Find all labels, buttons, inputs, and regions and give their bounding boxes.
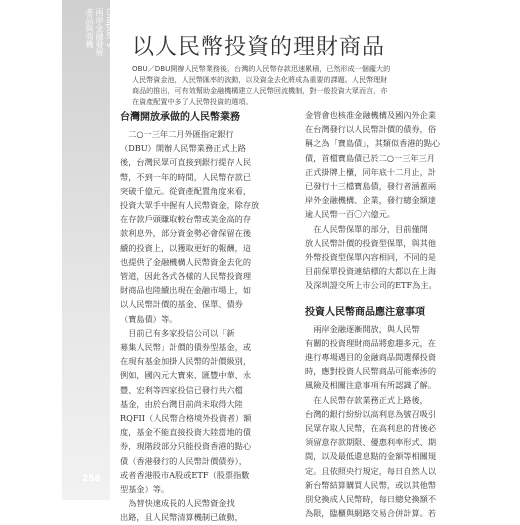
body-text-line: 債（香港發行的人民幣計價債券），: [120, 455, 247, 466]
body-text-line: 放人民幣計價的投資型保單，與其他: [305, 237, 437, 248]
intro-line: 商品的推出，可有效幫助金融機構建立人民幣回流機制，對一般投資大眾而言，亦: [132, 86, 388, 95]
body-text-line: 岸外金融機構、企業，發行總金額達: [305, 195, 437, 206]
left-column-text: [120, 127, 295, 525]
body-text-line: 以人民幣計價的基金、保單、債券: [120, 299, 243, 310]
body-text-line: 風險及相關注意事項有所認識了解。: [305, 380, 437, 391]
left-column: [120, 108, 295, 523]
body-text-line: 金管會也核准金融機構及國內外企業: [305, 110, 437, 120]
intro-paragraph: [132, 63, 444, 107]
body-text-line: 間，以及最低還息點的金額等相關規: [305, 451, 437, 462]
body-text-line: RQFII（人民幣合格境外投資者）額: [120, 413, 252, 424]
article-body: [120, 108, 480, 523]
body-text-line: （寶島債）等。: [120, 313, 178, 324]
body-text-line: 外幣投資型保單內容相同，不同的是: [305, 252, 437, 263]
page-title: 以人民幣投資的理財商品: [132, 35, 386, 60]
chapter-number: Chapter 9: [105, 8, 114, 48]
body-text-line: （DBU）開辦人民幣業務正式上路: [120, 143, 246, 154]
body-text-line: 在人民幣保單的部分，目前僅開: [305, 223, 428, 234]
right-column: [305, 108, 480, 519]
body-text-line: 券，現階段部分只能投資香港的點心: [120, 441, 252, 452]
body-text-line: 為限，臨櫃與網路交易合併計算。若: [305, 508, 437, 519]
body-text-line: 逾人民幣一百〇六億元。: [305, 209, 396, 220]
body-text-line: 在現有基金加掛人民幣的計價級別，: [120, 356, 252, 367]
body-text-line: 目前保單投資連結標的大都以在上海: [305, 266, 437, 277]
body-text-line: 正式掛牌上櫃，同年底十二月止，計: [305, 166, 437, 177]
body-text-line: 出路，且人民幣清算機制已啟動，: [120, 512, 243, 523]
section-heading-investment-notes: 投資人民幣商品應注意事項: [305, 306, 425, 318]
chapter-label: [84, 8, 114, 56]
body-text-line: 台灣的銀行紛紛以高利息為號召吸引: [305, 408, 437, 419]
body-text-line: 款利息外，部分資金勢必會保留在後: [120, 228, 252, 239]
body-text-line: 募集人民幣」計價的債券型基金，或: [120, 342, 252, 353]
body-text-line: 二○一三年二月外匯指定銀行: [120, 129, 234, 139]
intro-line: 在資產配置中多了人民幣投資的選項。: [132, 97, 253, 106]
body-text-line: 在台灣發行以人民幣計價的債券，俗: [305, 124, 437, 135]
intro-line: OBU／DBU開辦人民幣業務後，台灣的人民幣存款迅速累積，已然形成一個龐大的: [132, 64, 391, 73]
chapter-subtitle-line1: 兩岸金融發展: [95, 8, 104, 56]
body-text-line: 定。且依照央行規定，每日自然人以: [305, 465, 437, 476]
right-column-text-bottom: [305, 322, 480, 521]
body-text-line: 續的投資上，以獲取更好的報酬，這: [120, 242, 252, 253]
body-text-line: 為替快速成長的人民幣資金找: [120, 498, 235, 509]
body-text-line: 已發行十三檔寶島債，發行者涵蓋兩: [305, 181, 437, 192]
body-text-line: 基金，由於台灣目前尚未取得大陸: [120, 398, 243, 409]
body-text-line: 也提供了金融機構人民幣資金去化的: [120, 256, 252, 267]
body-text-line: 兩岸金融逐漸開放，與人民幣: [305, 323, 420, 334]
chapter-subtitle-line2: 產品與商機: [85, 8, 94, 48]
right-column-text-top: [305, 108, 480, 293]
body-text-line: 別兌換成人民幣時，每日總兌換額不: [305, 494, 437, 505]
body-text-line: 債，首檔寶島債已於二○一三年三月: [305, 152, 435, 163]
body-text-line: 時，應對投資人民幣商品可能牽涉的: [305, 366, 437, 377]
body-text-line: 例如，國內元大寶來、匯豐中華、永: [120, 370, 252, 381]
intro-line: 人民幣資金池，人民幣匯率的波動，以及資金去化將成為重要的課題。人民幣理財: [132, 75, 388, 84]
body-text-line: 在人民幣存款業務正式上路後，: [305, 394, 428, 405]
page-number: 258: [82, 474, 101, 484]
body-text-line: 幣，不到一年的時間，人民幣存款已: [120, 171, 252, 182]
body-text-line: 後，台灣民眾可直接到銀行提存人民: [120, 157, 252, 168]
body-text-line: 或者香港股市A股或ETF（股票指數: [120, 469, 250, 480]
body-text-line: 豐、宏利等四家投信已發行共六檔: [120, 384, 243, 395]
body-text-line: 新台幣結算購買人民幣，或以其他幣: [305, 479, 437, 490]
body-text-line: 民眾存取人民幣，在高利息的背後必: [305, 423, 437, 434]
body-text-line: 目前已有多家投信公司以「新: [120, 327, 235, 338]
body-text-line: 稱之為「寶島債」，其類似香港的點心: [305, 138, 441, 149]
body-text-line: 財商品也陸續出現在金融市場上，如: [120, 285, 252, 296]
body-text-line: 進行專場遇目的金融商品間選擇投資: [305, 352, 437, 363]
body-text-line: 投資大眾手中握有人民幣資金，除存放: [120, 200, 260, 211]
body-text-line: 突破千億元。從資產配置角度來看，: [120, 185, 252, 196]
body-text-line: 度，基金不能直接投資大陸當地的債: [120, 427, 252, 438]
body-text-line: 管道，因此各式各樣的人民幣投資理: [120, 271, 252, 282]
section-heading-rmb-business: 台灣開放承做的人民幣業務: [120, 112, 240, 123]
chapter-sidebar: [62, 0, 110, 500]
body-text-line: 型基金）等。: [120, 484, 170, 495]
body-text-line: 在存款戶頭賺取較台幣或美金高的存: [120, 214, 252, 225]
body-text-line: 及深圳證交所上市公司的ETF為主。: [305, 280, 437, 291]
body-text-line: 須留意存款期限、優惠利率形式、期: [305, 437, 437, 448]
body-text-line: 有關的投資理財商品將愈趨多元，在: [305, 337, 437, 348]
